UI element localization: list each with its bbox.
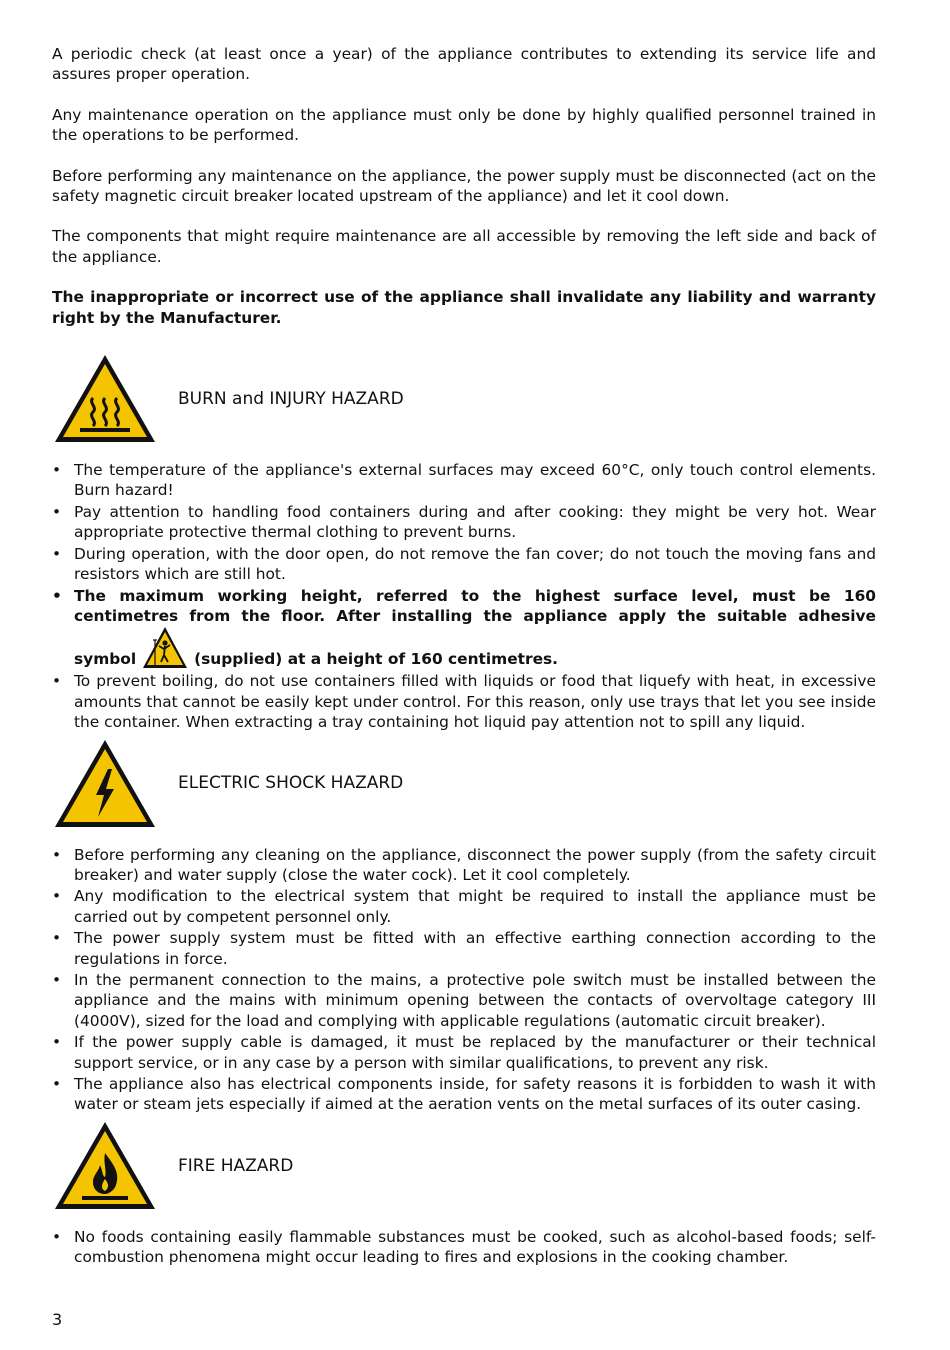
- flammable-warning-icon: [52, 1119, 158, 1213]
- warranty-warning-paragraph: The inappropriate or incorrect use of the appliance shall invalidate any liability and warranty right by the Manufacturer.: [52, 288, 876, 327]
- page-content: [52, 44, 876, 1269]
- list-item: • The appliance also has electrical components inside, for safety reasons it is forbidden to wash it with water or steam jets especially if aimed at the aeration vents on the metal surfaces of its outer casing.: [52, 1074, 876, 1115]
- intro-paragraph: Before performing any maintenance on the appliance, the power supply must be disconnected (act on the safety magnetic circuit breaker located upstream of the appliance) and let it cool down.: [52, 166, 876, 206]
- fire-hazard-header: [52, 1119, 876, 1213]
- list-item: • The temperature of the appliance's external surfaces may exceed 60°C, only touch control elements. Burn hazard!: [52, 460, 876, 501]
- list-item: • To prevent boiling, do not use containers filled with liquids or food that liquefy with heat, in excessive amounts that cannot be easily kept under control. For this reason, only use trays that let you see inside the container. When extracting a tray containing hot liquid pay attention not to spill any liquid.: [52, 671, 876, 732]
- intro-paragraph: Any maintenance operation on the appliance must only be done by highly qualified personnel trained in the operations to be performed.: [52, 105, 876, 145]
- list-item: • The power supply system must be fitted with an effective earthing connection according to the regulations in force.: [52, 928, 876, 969]
- list-item: • No foods containing easily flammable substances must be cooked, such as alcohol-based foods; self-combustion phenomena might occur leading to fires and explosions in the cooking chamber.: [52, 1227, 876, 1268]
- burn-hazard-header: [52, 352, 876, 446]
- electric-hazard-title: ELECTRIC SHOCK HAZARD: [178, 773, 404, 794]
- list-item: • During operation, with the door open, do not remove the fan cover; do not touch the moving fans and resistors which are still hot.: [52, 544, 876, 585]
- fire-hazard-title: FIRE HAZARD: [178, 1155, 294, 1176]
- hot-surface-warning-icon: [52, 352, 158, 446]
- electric-hazard-list: [52, 845, 876, 1115]
- intro-paragraph: The components that might require maintenance are all accessible by removing the left side and back of the appliance.: [52, 227, 876, 266]
- intro-paragraph: A periodic check (at least once a year) of the appliance contributes to extending its service life and assures proper operation.: [52, 45, 876, 84]
- electric-hazard-header: [52, 737, 876, 831]
- electric-shock-warning-icon: [52, 737, 158, 831]
- list-item: • If the power supply cable is damaged, it must be replaced by the manufacturer or their technical support service, or in any case by a person with similar qualifications, to prevent any risk.: [52, 1032, 876, 1073]
- fire-hazard-list: [52, 1227, 876, 1268]
- working-height-text: The maximum working height, referred to the highest surface level, must be 160 centimetres from the floor. After installing the appliance apply the suitable adhesive symbol: [74, 586, 876, 669]
- list-item: • In the permanent connection to the mains, a protective pole switch must be installed between the appliance and the mains with minimum opening between the contacts of overvoltage category III (4000V), sized for the load and complying with applicable regulations (automatic circuit breaker).: [52, 970, 876, 1031]
- list-item: • Any modification to the electrical system that might be required to install the appliance must be carried out by competent personnel only.: [52, 886, 876, 927]
- working-height-text-end: (supplied) at a height of 160 centimetres.: [194, 650, 559, 669]
- list-item-working-height: [52, 586, 876, 671]
- burn-hazard-list: [52, 460, 876, 732]
- burn-hazard-title: BURN and INJURY HAZARD: [178, 388, 404, 409]
- page-number: 3: [52, 1310, 63, 1329]
- list-item: • Before performing any cleaning on the appliance, disconnect the power supply (from the safety circuit breaker) and water supply (close the water cock). Let it cool completely.: [52, 845, 876, 886]
- list-item: • Pay attention to handling food containers during and after cooking: they might be very hot. Wear appropriate protective thermal clothing to prevent burns.: [52, 502, 876, 543]
- height-hazard-symbol-icon: [142, 626, 188, 670]
